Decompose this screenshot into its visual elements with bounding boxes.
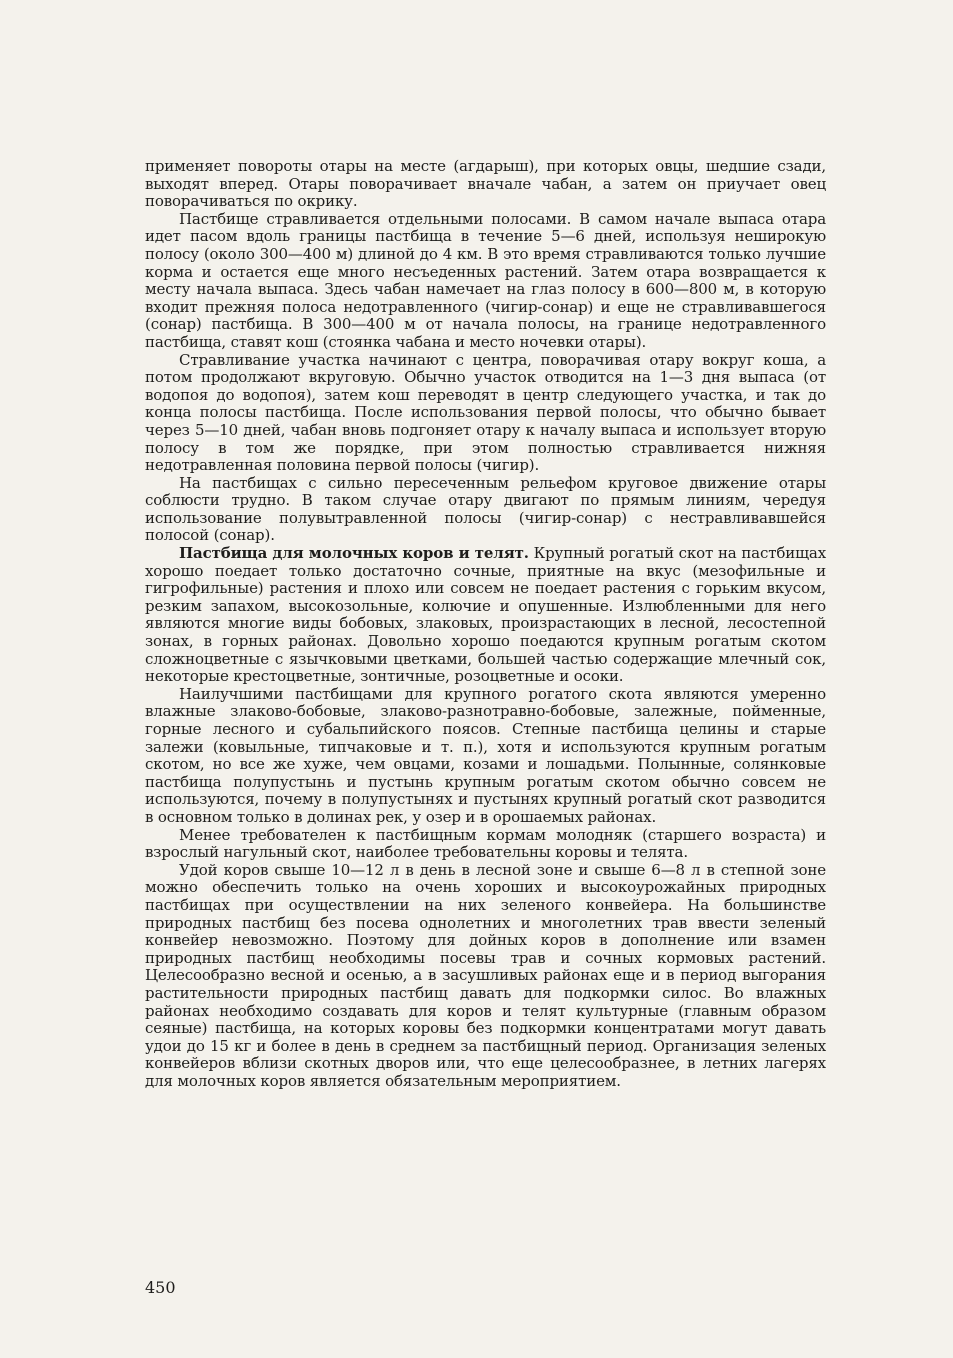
paragraph-2: Пастбище стравливается отдельными полосами. В самом начале выпаса отара идет пасом вдоль границы пастбища в течение 5—6 дней, используя неширокую полосу (около 300—400 м) длиной до 4 км. В это время стравливаются только лучшие корма и остается еще много несъеденных растений. Затем отара возвращается к месту начала выпаса. Здесь чабан намечает на глаз полосу в 600—800 м, в которую входит прежняя полоса недотравленного (чигир-сонар) и еще не стравливавшегося (сонар) пастбища. В 300—400 м от начала полосы, на границе недотравленного пастбища, ставят кош (стоянка чабана и место ночевки отары). — [145, 209, 826, 351]
section-heading: Пастбища для молочных коров и телят. — [179, 544, 529, 563]
page-body — [145, 158, 826, 1090]
paragraph-1: применяет повороты отары на месте (агдарыш), при которых овцы, шедшие сзади, выходят вперед. Отары поворачивает вначале чабан, а затем он приучает овец поворачиваться по окрику. — [145, 157, 826, 211]
paragraph-7: Менее требователен к пастбищным кормам молодняк (старшего возраста) и взрослый нагульный скот, наиболее требовательны коровы и телята. — [145, 825, 826, 862]
paragraph-5-text: Крупный рогатый скот на пастбищах хорошо поедает только достаточно сочные, приятные на вкус (мезофильные и гигрофильные) растения и плохо или совсем не поедает растения с горьким вкусом, резким запахом, высокозольные, колючие и опушенные. Излюбленными для него являются многие виды бобовых, злаковых, произрастающих в лесной, лесостепной зонах, в горных районах. Довольно хорошо поедаются крупным рогатым скотом сложноцветные с язычковыми цветками, большей частью содержащие млечный сок, некоторые крестоцветные, зонтичные, розоцветные и осоки. — [145, 544, 826, 686]
paragraph-6: Наилучшими пастбищами для крупного рогатого скота являются умеренно влажные злаково-бобовые, злаково-разнотравно-бобовые, залежные, пойменные, горные лесного и субальпийского поясов. Степные пастбища целины и старые залежи (ковыльные, типчаковые и т. п.), хотя и используются крупным рогатым скотом, но все же хуже, чем овцами, козами и лошадьми. Полынные, солянковые пастбища полупустынь и пустынь крупным рогатым скотом обычно совсем не используются, почему в полупустынях и пустынях крупный рогатый скот разводится в основном только в долинах рек, у озер и в орошаемых районах. — [145, 684, 826, 826]
page-number: 450 — [145, 1278, 176, 1297]
paragraph-5 — [145, 545, 826, 686]
paragraph-3: Стравливание участка начинают с центра, поворачивая отару вокруг коша, а потом продолжают вкруговую. Обычно участок отводится на 1—3 дня выпаса (от водопоя до водопоя), затем кош переводят в центр следующего участка, и так до конца полосы пастбища. После использования первой полосы, что обычно бывает через 5—10 дней, чабан вновь подгоняет отару к началу выпаса и использует вторую полосу в том же порядке, при этом полностью стравливается нижняя недотравленная половина первой полосы (чигир). — [145, 350, 826, 475]
paragraph-8: Удой коров свыше 10—12 л в день в лесной зоне и свыше 6—8 л в степной зоне можно обеспечить только на очень хороших и высокоурожайных природных пастбищах при осуществлении на них зеленого конвейера. На большинстве природных пастбищ без посева однолетних и многолетних трав ввести зеленый конвейер невозможно. Поэтому для дойных коров в дополнение или взамен природных пастбищ необходимы посевы трав и сочных кормовых растений. Целесообразно весной и осенью, а в засушливых районах еще и в период выгорания растительности природных пастбищ давать для подкормки силос. Во влажных районах необходимо создавать для коров и телят культурные (главным образом сеяные) пастбища, на которых коровы без подкормки концентратами могут давать удои до 15 кг и более в день в среднем за пастбищный период. Организация зеленых конвейеров вблизи скотных дворов или, что еще целесообразнее, в летних лагерях для молочных коров является обязательным мероприятием. — [145, 860, 826, 1090]
paragraph-4: На пастбищах с сильно пересеченным рельефом круговое движение отары соблюсти трудно. В таком случае отару двигают по прямым линиям, чередуя использование полувытравленной полосы (чигир-сонар) с нестравливавшейся полосой (сонар). — [145, 473, 826, 545]
